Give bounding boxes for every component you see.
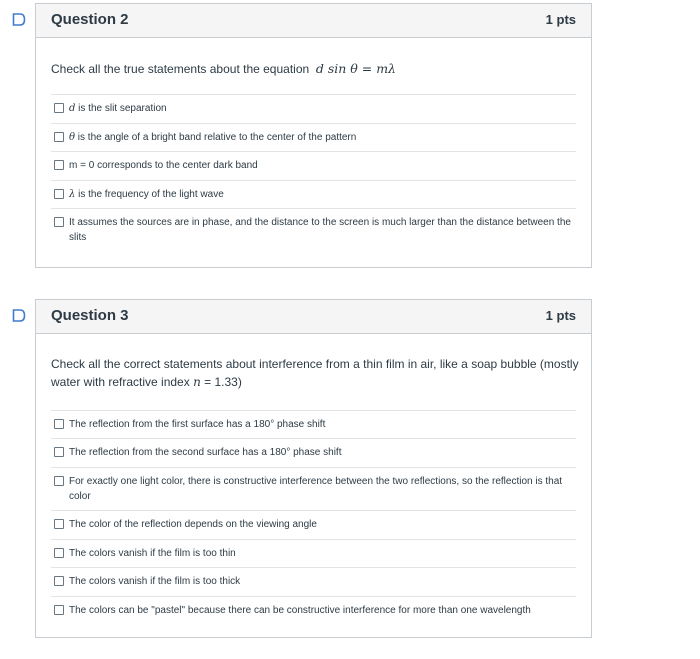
answer-checkbox[interactable] [54, 447, 64, 457]
question-prompt [51, 60, 396, 78]
question-2-card [35, 3, 592, 268]
answer-text: The reflection from the second surface has a 180° phase shift [69, 447, 342, 458]
question-3-card [35, 299, 592, 638]
answer-option[interactable] [51, 94, 576, 123]
answer-checkbox[interactable] [54, 132, 64, 142]
answer-text: The colors vanish if the film is too thick [69, 576, 241, 587]
answer-text: The color of the reflection depends on the viewing angle [69, 519, 317, 530]
answer-option[interactable] [51, 123, 576, 151]
question-points: 1 pts [545, 12, 576, 27]
prompt-text-end: = 1.33) [200, 375, 242, 389]
answer-option[interactable] [51, 567, 576, 596]
answer-checkbox[interactable] [54, 103, 64, 113]
answer-checkbox[interactable] [54, 476, 64, 486]
answer-option[interactable] [51, 410, 576, 438]
question-header [36, 4, 591, 38]
answer-variable: λ [69, 189, 76, 200]
prompt-text: Check all the true statements about the equation [51, 62, 310, 76]
answer-option[interactable] [51, 180, 576, 208]
answer-text: The colors vanish if the film is too thin [69, 548, 236, 559]
answer-text: For exactly one light color, there is constructive interference between the two reflections, so the reflection is that color [69, 476, 563, 502]
answer-checkbox[interactable] [54, 519, 64, 529]
answer-checkbox[interactable] [54, 189, 64, 199]
answer-option[interactable] [51, 438, 576, 467]
answer-text: is the slit separation [75, 103, 167, 114]
answer-list [51, 410, 576, 625]
answer-text: m = 0 corresponds to the center dark band [69, 160, 258, 171]
answer-checkbox[interactable] [54, 217, 64, 227]
answer-checkbox[interactable] [54, 605, 64, 615]
answer-variable: d [69, 103, 76, 114]
answer-text: is the frequency of the light wave [75, 189, 224, 200]
answer-option[interactable] [51, 467, 576, 510]
answer-text: is the angle of a bright band relative to the center of the pattern [75, 132, 357, 143]
equation: d sin θ = mλ [315, 61, 396, 76]
question-prompt [51, 355, 581, 391]
prompt-variable: n [193, 375, 201, 389]
answer-text: It assumes the sources are in phase, and the distance to the screen is much larger than the distance between the slits [69, 217, 571, 243]
answer-list [51, 94, 576, 253]
answer-text: The reflection from the first surface has a 180° phase shift [69, 419, 326, 430]
answer-checkbox[interactable] [54, 576, 64, 586]
answer-variable: θ [69, 132, 76, 143]
question-points: 1 pts [545, 308, 576, 323]
question-title: Question 3 [51, 307, 129, 324]
answer-text: The colors can be "pastel" because there can be constructive interference for more than one wavelength [69, 605, 531, 616]
question-title: Question 2 [51, 11, 129, 28]
answer-option[interactable] [51, 539, 576, 567]
answer-checkbox[interactable] [54, 160, 64, 170]
answer-option[interactable] [51, 596, 576, 625]
answer-option[interactable] [51, 208, 576, 253]
flag-outline-icon[interactable] [12, 309, 26, 322]
flag-outline-icon[interactable] [12, 13, 26, 26]
answer-option[interactable] [51, 151, 576, 180]
answer-option[interactable] [51, 510, 576, 539]
prompt-text: Check all the correct statements about interference from a thin film in air, like a soap bubble (mostly water with refractive index [51, 357, 579, 389]
answer-checkbox[interactable] [54, 548, 64, 558]
question-header [36, 300, 591, 334]
answer-checkbox[interactable] [54, 419, 64, 429]
